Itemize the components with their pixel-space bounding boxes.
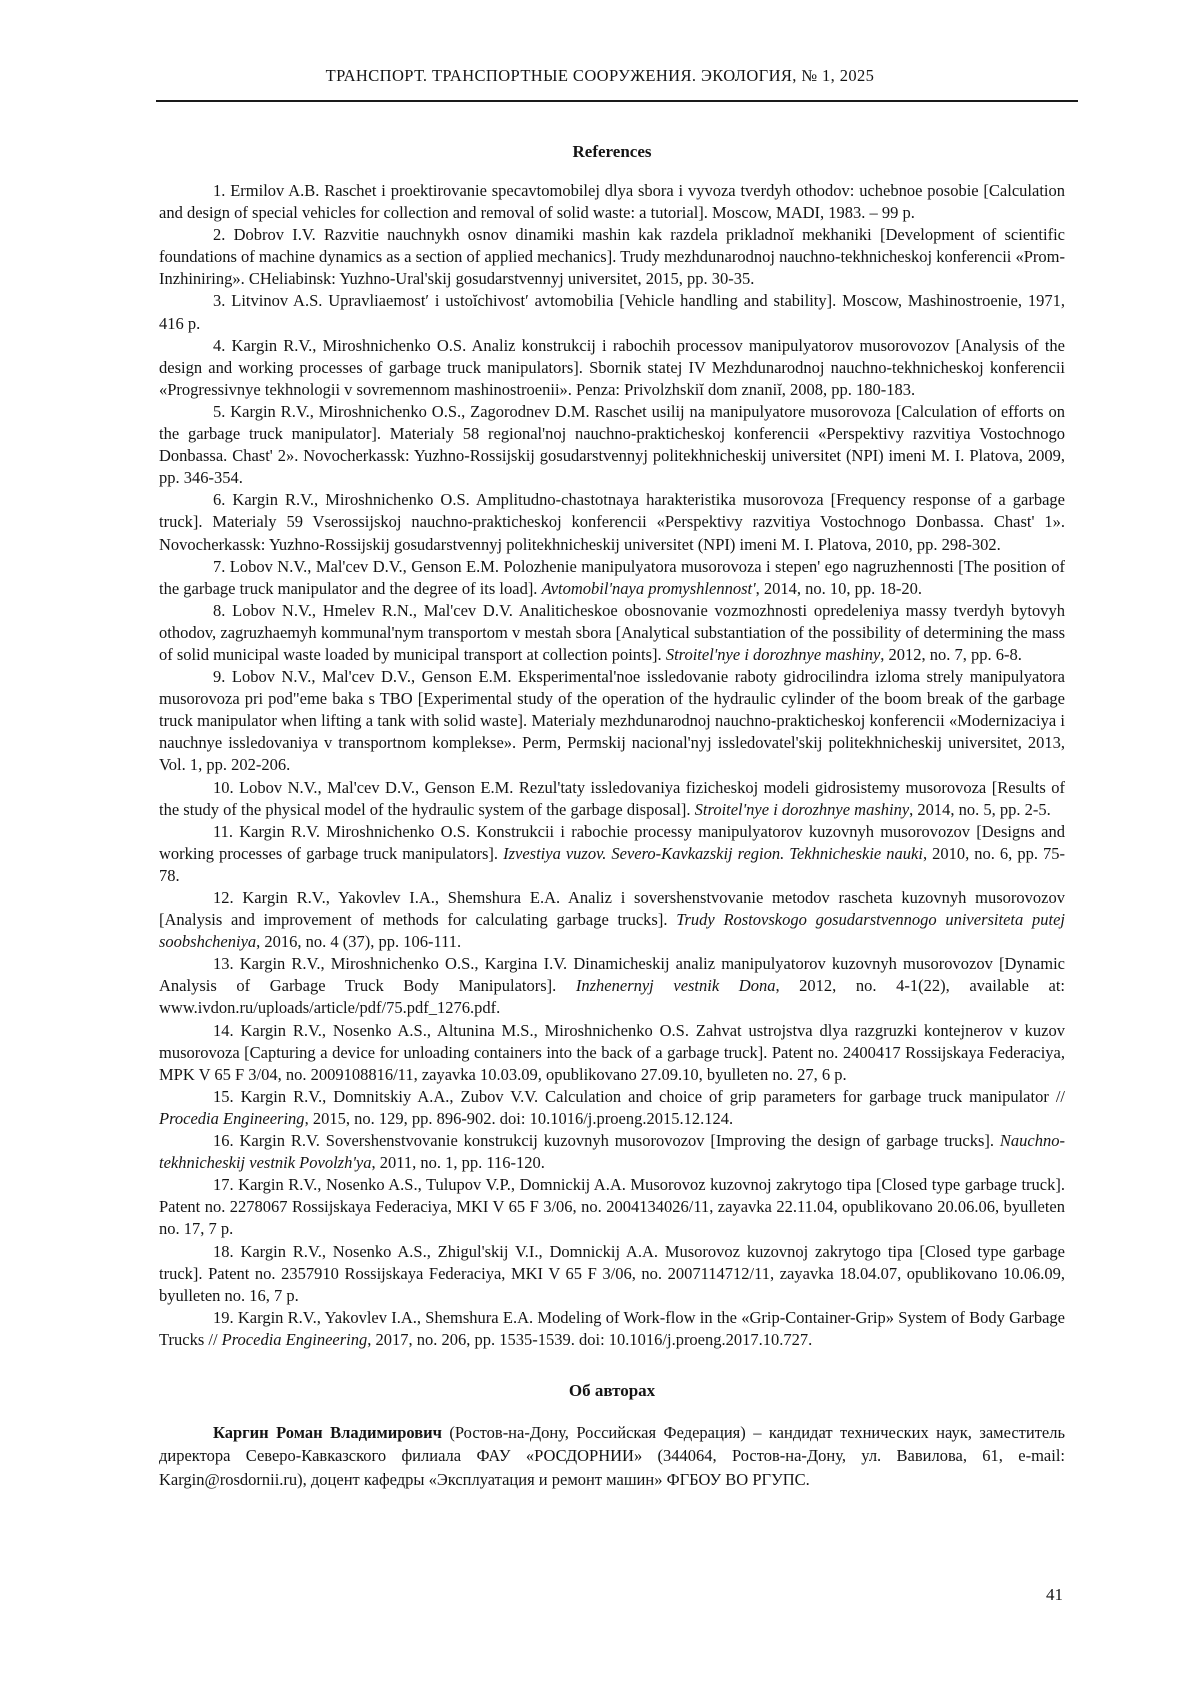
author-name-bold: Каргин Роман Владимирович (213, 1422, 442, 1442)
reference-text: 15. Kargin R.V., Domnitskiy A.A., Zubov V.V. Calculation and choice of grip parameters for garbage truck manipulator // (213, 1086, 1065, 1106)
reference-item (159, 1241, 1065, 1307)
reference-text: 16. Kargin R.V. Sovershenstvovanie konstrukcij kuzovnyh musorovozov [Improving the design of garbage trucks]. (213, 1131, 1000, 1151)
reference-item (159, 777, 1065, 821)
reference-text: 7. Lobov N.V., Mal'cev D.V., Genson E.M. Polozhenie manipulyatora musorovoza i stepen' ego nagruzhennosti [The position of the garbage truck manipulator and the degree of its load]. (159, 556, 1065, 598)
reference-item (159, 180, 1065, 224)
italic-journal-title: Trudy Rostovskogo gosudarstvennogo universiteta putej soobshcheniya (159, 910, 1065, 952)
reference-item (159, 1020, 1065, 1086)
page-content (159, 141, 1065, 1491)
header-rule (156, 100, 1078, 102)
reference-text: , 2014, no. 10, pp. 18-20. (755, 578, 922, 598)
reference-text: 18. Kargin R.V., Nosenko A.S., Zhigul'skij V.I., Domnickij A.A. Musorovoz kuzovnoj zakrytogo tipa [Closed type garbage truck]. Patent no. 2357910 Rossijskaya Federaciya, MKI V 65 F 3/06, no. 2007114712/11, zayavka 18.04.07, opublikovano 10.06.09, byulleten no. 16, 7 p. (159, 1241, 1065, 1305)
reference-text: 2. Dobrov I.V. Razvitie nauchnykh osnov dinamiki mashin kak razdela prikladnoĭ mekhaniki [Development of scientific foundations of machine dynamics as a section of applied mechanics]. Trudy mezhdunarodnoj nauchno-tekhnicheskoj konferencii «Prom-Inzhiniring». CHeliabinsk: Yuzhno-Ural'skij gosudarstvennyj universitet, 2015, pp. 30-35. (159, 225, 1065, 289)
reference-text: 4. Kargin R.V., Miroshnichenko O.S. Analiz konstrukcij i rabochih processov manipulyatorov musorovozov [Analysis of the design and working processes of garbage truck manipulators]. Sbornik statej IV Mezhdunarodnoj nauchno-tekhnicheskoj konferencii «Progressivnye tekhnologii v sovremennom mashinostroenii». Penza: Privolzhskiĭ dom znaniĭ, 2008, pp. 180-183. (159, 335, 1065, 399)
about-authors-heading: Об авторах (568, 1380, 656, 1400)
reference-item (159, 821, 1065, 887)
italic-journal-title: Izvestiya vuzov. Severo-Kavkazskij region. Tekhnicheskie nauki (503, 843, 923, 863)
reference-item (159, 401, 1065, 489)
reference-item (159, 1130, 1065, 1174)
author-info-paragraph (159, 1421, 1065, 1492)
reference-item (159, 290, 1065, 334)
reference-text: 9. Lobov N.V., Mal'cev D.V., Genson E.M. Eksperimental'noe issledovanie raboty gidrocilindra izloma strely manipulyatora musorovoza pri pod"eme baka s TBO [Experimental study of the operation of the hydraulic cylinder of the boom break of the garbage truck manipulator when lifting a tank with solid waste]. Materialy mezhdunarodnoj nauchno-prakticheskoj konferencii «Modernizaciya i nauchnye issledovaniya v transportnom komplekse». Perm, Permskij nacional'nyj issledovatel'skij politekhnicheskij universitet, 2013, Vol. 1, pp. 202-206. (159, 667, 1065, 775)
reference-item (159, 600, 1065, 666)
reference-text: 10. Lobov N.V., Mal'cev D.V., Genson E.M. Rezul'taty issledovaniya fizicheskoj modeli gidrosistemy musorovoza [Results of the study of the physical model of the hydraulic system of the garbage disposal]. (159, 777, 1065, 819)
reference-text: 11. Kargin R.V. Miroshnichenko O.S. Konstrukcii i rabochie processy manipulyatorov kuzovnyh musorovozov [Designs and working processes of garbage truck manipulators]. (159, 821, 1065, 863)
reference-text: 13. Kargin R.V., Miroshnichenko O.S., Kargina I.V. Dinamicheskij analiz manipulyatorov kuzovnyh musorovozov [Dynamic Analysis of Garbage Truck Body Manipulators]. (159, 954, 1065, 996)
references-list (159, 180, 1065, 1351)
reference-item (159, 224, 1065, 290)
running-header: ТРАНСПОРТ. ТРАНСПОРТНЫЕ СООРУЖЕНИЯ. ЭКОЛОГИЯ, № 1, 2025 (325, 66, 875, 85)
reference-item (159, 1307, 1065, 1351)
reference-text: , 2012, no. 7, pp. 6-8. (880, 644, 1022, 664)
reference-text: 19. Kargin R.V., Yakovlev I.A., Shemshura E.A. Modeling of Work-flow in the «Grip-Container-Grip» System of Body Garbage Trucks // (159, 1307, 1065, 1349)
italic-journal-title: Stroitel'nye i dorozhnye mashiny (665, 644, 881, 664)
reference-text: 12. Kargin R.V., Yakovlev I.A., Shemshura E.A. Analiz i sovershenstvovanie metodov rascheta kuzovnyh musorovozov [Analysis and improvement of methods for calculating garbage trucks]. (159, 888, 1065, 930)
reference-text: 17. Kargin R.V., Nosenko A.S., Tulupov V.P., Domnickij A.A. Musorovoz kuzovnoj zakrytogo tipa [Closed type garbage truck]. Patent no. 2278067 Rossijskaya Federaciya, MKI V 65 F 3/06, no. 2004134026/11, zayavka 22.11.04, opublikovano 20.06.06, byulleten no. 17, 7 p. (159, 1175, 1065, 1239)
italic-journal-title: Procedia Engineering (221, 1329, 368, 1349)
reference-item (159, 1086, 1065, 1130)
reference-text: 6. Kargin R.V., Miroshnichenko O.S. Amplitudno-chastotnaya harakteristika musorovoza [Frequency response of a garbage truck]. Materialy 59 Vserossijskoj nauchno-prakticheskoj konferencii «Perspektivy razvitiya Vostochnogo Donbassa. Chast' 1». Novocherkassk: Yuzhno-Rossijskij gosudarstvennyj politekhnicheskij universitet (NPI) imeni M. I. Platova, 2010, pp. 298-302. (159, 490, 1065, 554)
italic-journal-title: Procedia Engineering (159, 1108, 305, 1128)
reference-text: , 2012, no. 4-1(22), available at: www.ivdon.ru/uploads/article/pdf/75.pdf_1276.pdf. (159, 976, 1065, 1018)
reference-text: , 2014, no. 5, pp. 2-5. (909, 799, 1051, 819)
reference-text: , 2015, no. 129, pp. 896-902. doi: 10.1016/j.proeng.2015.12.124. (304, 1108, 734, 1128)
reference-text: (Ростов-на-Дону, Российская Федерация) – кандидат технических наук, заместитель директора Северо-Кавказского филиала ФАУ «РОСДОРНИИ» (344064, Ростов-на-Дону, ул. Вавилова, 61, e-mail: Kargin@rosdornii.ru), доцент кафедры «Эксплуатация и ремонт машин» ФГБОУ ВО РГУПС. (159, 1422, 1065, 1489)
italic-journal-title: Nauchno-tekhnicheskij vestnik Povolzh'ya (159, 1131, 1065, 1173)
reference-item (159, 556, 1065, 600)
reference-item (159, 335, 1065, 401)
reference-item (159, 489, 1065, 555)
reference-item (159, 953, 1065, 1019)
italic-journal-title: Avtomobil'naya promyshlennost' (541, 578, 756, 598)
reference-text: , 2010, no. 6, pp. 75-78. (159, 843, 1065, 885)
references-heading: References (572, 142, 652, 161)
reference-text: 14. Kargin R.V., Nosenko A.S., Altunina M.S., Miroshnichenko O.S. Zahvat ustrojstva dlya razgruzki kontejnerov v kuzov musorovoza [Capturing a device for unloading containers into the back of a garbage truck]. Patent no. 2400417 Rossijskaya Federaciya, MPK V 65 F 3/04, no. 2009108816/11, zayavka 10.03.09, opublikovano 27.09.10, byulleten no. 27, 6 p. (159, 1020, 1065, 1084)
reference-text: 1. Ermilov A.B. Raschet i proektirovanie specavtomobilej dlya sbora i vyvoza tverdyh othodov: uchebnoe posobie [Calculation and design of special vehicles for collection and removal of solid waste: a tutorial]. Moscow, MADI, 1983. – 99 p. (159, 181, 1065, 223)
reference-text: 8. Lobov N.V., Hmelev R.N., Mal'cev D.V. Analiticheskoe obosnovanie vozmozhnosti opredeleniya massy tverdyh bytovyh othodov, zagruzhaemyh kommunal'nym transportom v mestah sbora [Analytical substantiation of the possibility of determining the mass of solid municipal waste loaded by municipal transport at collection points]. (159, 600, 1065, 664)
reference-text: , 2011, no. 1, pp. 116-120. (371, 1153, 545, 1173)
italic-journal-title: Stroitel'nye i dorozhnye mashiny (694, 799, 910, 819)
reference-text: , 2017, no. 206, pp. 1535-1539. doi: 10.1016/j.proeng.2017.10.727. (367, 1329, 813, 1349)
reference-item (159, 1174, 1065, 1240)
reference-text: , 2016, no. 4 (37), pp. 106-111. (256, 932, 462, 952)
italic-journal-title: Inzhenernyj vestnik Dona (575, 976, 776, 996)
page-number: 41 (1046, 1585, 1063, 1604)
reference-item (159, 666, 1065, 776)
reference-text: 5. Kargin R.V., Miroshnichenko O.S., Zagorodnev D.M. Raschet usilij na manipulyatore musorovoza [Calculation of efforts on the garbage truck manipulator]. Materialy 58 regional'noj nauchno-prakticheskoj konferencii «Perspektivy razvitiya Vostochnogo Donbassa. Chast' 2». Novocherkassk: Yuzhno-Rossijskij gosudarstvennyj politekhnicheskij universitet (NPI) imeni M. I. Platova, 2009, pp. 346-354. (159, 401, 1065, 488)
reference-item (159, 887, 1065, 953)
reference-text: 3. Litvinov A.S. Upravliaemost′ i ustoĭchivost′ avtomobilia [Vehicle handling and stability]. Moscow, Mashinostroenie, 1971, 416 p. (159, 291, 1065, 333)
